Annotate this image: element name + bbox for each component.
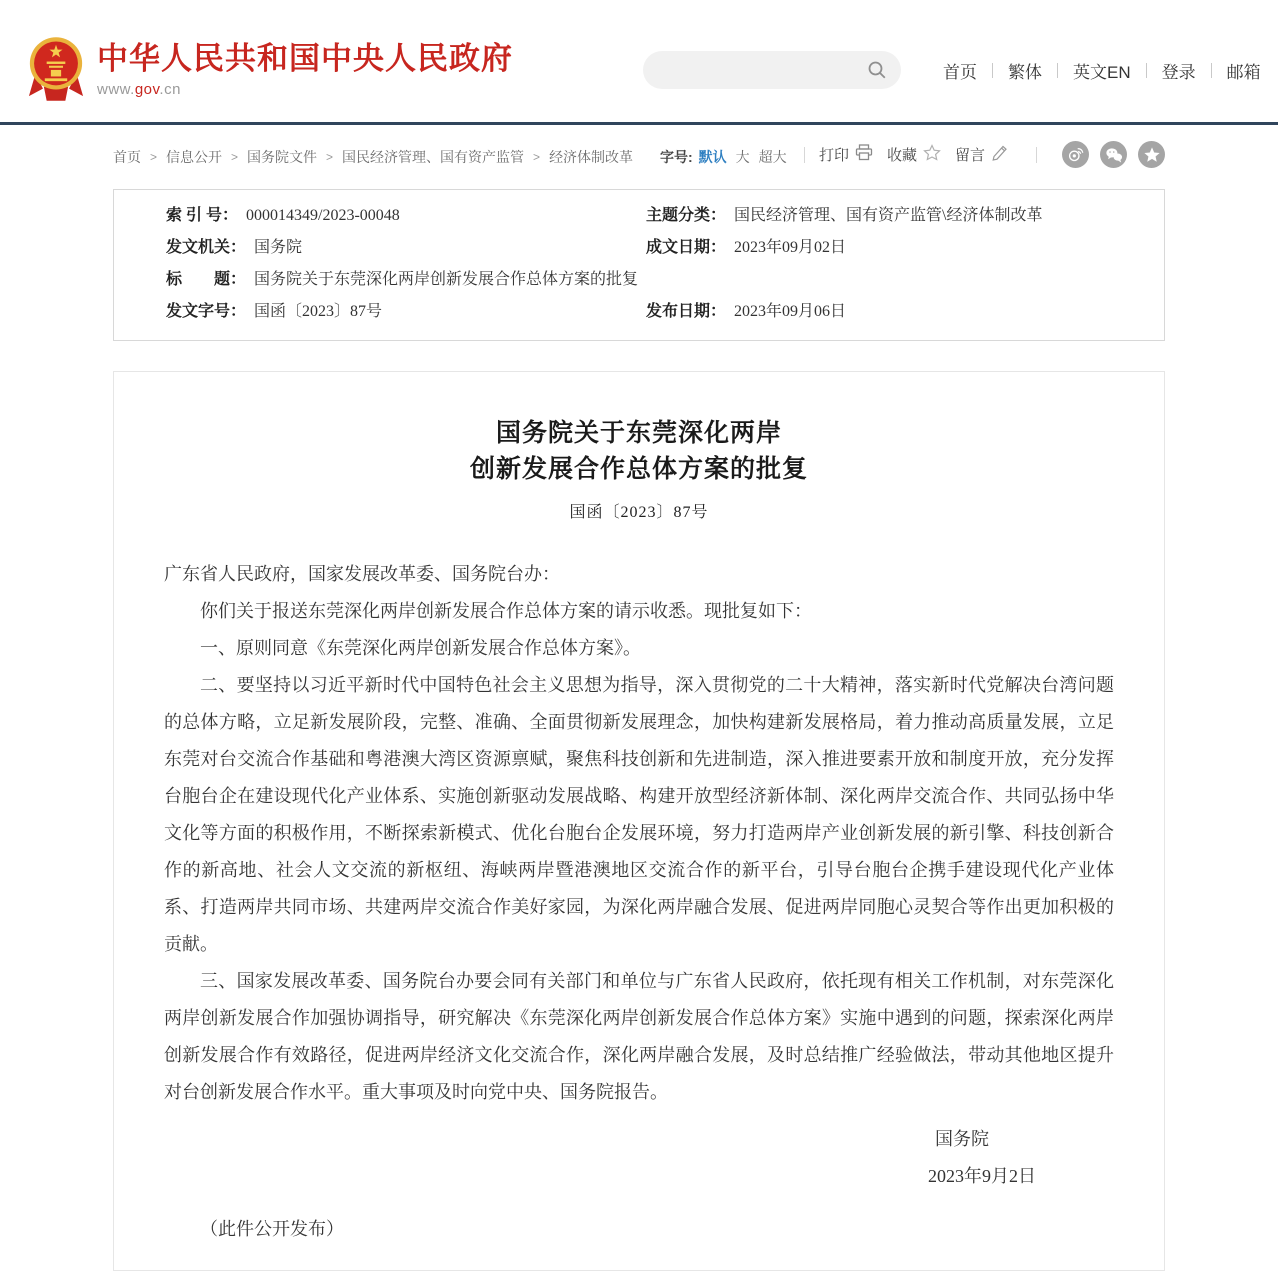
subheader: [113, 125, 1165, 189]
site-url-gov: gov: [134, 81, 160, 98]
qzone-share-icon[interactable]: [1138, 141, 1165, 168]
signature-issuer: 国务院: [935, 1129, 989, 1149]
nav-english[interactable]: 英文EN: [1073, 63, 1131, 82]
fontsize-xlarge[interactable]: 超大: [758, 149, 787, 165]
meta-category-value: 国民经济管理、国有资产监管\经济体制改革: [734, 207, 1043, 224]
fontsize-widget: [660, 147, 796, 167]
document-body: [164, 556, 1114, 1111]
paragraph-item-2: 二、要坚持以习近平新时代中国特色社会主义思想为指导，深入贯彻党的二十大精神，落实新时代党解决台湾问题的总体方略，立足新发展阶段，完整、准确、全面贯彻新发展理念，加快构建新发展格局，着力推动高质量发展，立足东莞对台交流合作基础和粤港澳大湾区资源禀赋，聚焦科技创新和先进制造，深入推进要素开放和制度开放，充分发挥台胞台企在建设现代化产业体系、实施创新驱动发展战略、构建开放型经济新体制、深化两岸交流合作、共同弘扬中华文化等方面的积极作用，不断探索新模式、优化台胞台企发展环境，努力打造两岸产业创新发展的新引擎、科技创新合作的新高地、社会人文交流的新枢纽、海峡两岸暨港澳地区交流合作的新平台，引导台胞台企携手建设现代化产业体系、打造两岸共同市场、共建两岸交流合作美好家园，为深化两岸融合发展、促进两岸同胞心灵契合等作出更加积极的贡献。: [164, 675, 1114, 954]
favorite-button[interactable]: [887, 144, 941, 165]
meta-row: [114, 264, 1164, 296]
site-url-cn: .cn: [159, 81, 181, 98]
meta-title-label: 标 题：: [166, 271, 247, 288]
breadcrumb-separator: >: [150, 150, 158, 164]
meta-written-date-label: 成文日期：: [646, 239, 727, 256]
paragraph-intro: 你们关于报送东莞深化两岸创新发展合作总体方案的请示收悉。现批复如下：: [200, 601, 812, 621]
meta-written-date-value: 2023年09月02日: [734, 239, 847, 256]
meta-title-value: 国务院关于东莞深化两岸创新发展合作总体方案的批复: [254, 271, 639, 288]
weibo-share-icon[interactable]: [1062, 141, 1089, 168]
print-label: 打印: [818, 147, 849, 164]
nav-mailbox[interactable]: 邮箱: [1226, 63, 1261, 82]
breadcrumb-info-disclosure[interactable]: 信息公开: [166, 149, 223, 165]
nav-home[interactable]: 首页: [943, 63, 977, 82]
breadcrumb-separator: >: [533, 150, 541, 164]
fontsize-large[interactable]: 大: [735, 149, 750, 165]
breadcrumb-separator: >: [231, 150, 239, 164]
breadcrumb-state-council-docs[interactable]: 国务院文件: [247, 149, 318, 165]
national-emblem-icon: [28, 34, 84, 109]
paragraph-addressees: 广东省人民政府，国家发展改革委、国务院台办：: [164, 564, 560, 584]
meta-category-label: 主题分类：: [646, 207, 727, 224]
site-header: [0, 0, 1278, 125]
breadcrumb: [113, 147, 633, 167]
comment-label: 留言: [954, 147, 985, 164]
site-url-www: www.: [97, 81, 135, 98]
paragraph-item-3: 三、国家发展改革委、国务院台办要会同有关部门和单位与广东省人民政府，依托现有相关工作机制，对东莞深化两岸创新发展合作加强协调指导，研究解决《东莞深化两岸创新发展合作总体方案》实施中遇到的问题，探索深化两岸创新发展合作有效路径，促进两岸经济文化交流合作，深化两岸融合发展，及时总结推广经验做法，带动其他地区提升对台创新发展合作水平。重大事项及时向党中央、国务院报告。: [164, 971, 1114, 1102]
print-button[interactable]: [819, 144, 873, 165]
document-title: [164, 416, 1114, 488]
pencil-icon: [991, 144, 1008, 165]
site-logo[interactable]: [28, 34, 513, 109]
signature-date: 2023年9月2日: [928, 1166, 1036, 1186]
site-url: [97, 81, 513, 98]
tools-separator: [804, 147, 805, 163]
fontsize-default[interactable]: 默认: [698, 149, 727, 165]
breadcrumb-economic-reform[interactable]: 经济体制改革: [549, 149, 634, 165]
meta-row: [114, 296, 1164, 328]
comment-button[interactable]: [955, 144, 1008, 165]
printer-icon: [855, 144, 873, 165]
site-title: 中华人民共和国中央人民政府: [97, 41, 513, 76]
nav-login[interactable]: 登录: [1161, 63, 1196, 82]
document-content: [113, 371, 1165, 1271]
nav-traditional[interactable]: 繁体: [1008, 63, 1042, 82]
document-meta-table: [113, 189, 1165, 341]
star-icon: [923, 144, 941, 165]
search-box[interactable]: [643, 51, 901, 89]
tools-separator: [1036, 147, 1037, 163]
page-tools: [790, 141, 1165, 168]
meta-issuer-value: 国务院: [254, 239, 303, 256]
meta-publish-date-label: 发布日期：: [646, 303, 727, 320]
breadcrumb-economy-category[interactable]: 国民经济管理、国有资产监管: [342, 149, 525, 165]
wechat-share-icon[interactable]: [1100, 141, 1127, 168]
meta-index-value: 000014349/2023-00048: [246, 207, 400, 224]
meta-row: [114, 200, 1164, 232]
meta-row: [114, 232, 1164, 264]
meta-doc-number-label: 发文字号：: [166, 303, 247, 320]
meta-issuer-label: 发文机关：: [166, 239, 247, 256]
meta-publish-date-value: 2023年09月06日: [734, 303, 847, 320]
breadcrumb-separator: >: [326, 150, 334, 164]
document-number: 国函〔2023〕87号: [569, 504, 709, 521]
favorite-label: 收藏: [886, 147, 917, 164]
paragraph-item-1: 一、原则同意《东莞深化两岸创新发展合作总体方案》。: [200, 638, 641, 658]
meta-index-label: 索 引 号：: [166, 207, 239, 224]
search-icon[interactable]: [867, 60, 887, 85]
public-release-note: （此件公开发布）: [200, 1219, 344, 1239]
breadcrumb-home[interactable]: 首页: [113, 149, 141, 165]
fontsize-label: 字号:: [660, 149, 693, 165]
document-title-line1: 国务院关于东莞深化两岸: [495, 420, 782, 447]
document-title-line2: 创新发展合作总体方案的批复: [469, 456, 808, 483]
search-input[interactable]: [661, 51, 861, 89]
meta-doc-number-value: 国函〔2023〕87号: [254, 303, 383, 320]
top-nav: [928, 58, 1276, 83]
